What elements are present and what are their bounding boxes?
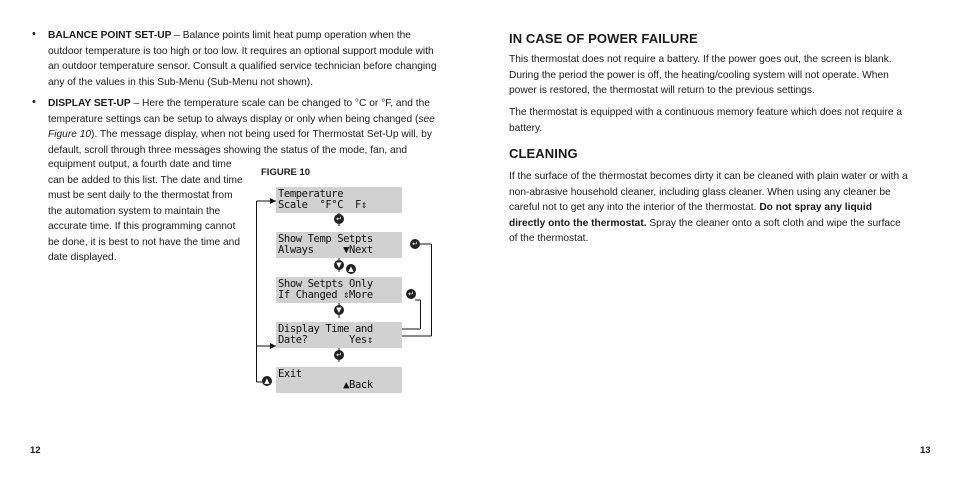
lcd-show-temp-setpoints bbox=[276, 232, 402, 258]
lcd-line-2: Always ▼Next bbox=[278, 244, 373, 256]
lcd-line-1: Show Setpts Only bbox=[278, 278, 373, 290]
bullet-marker: • bbox=[32, 28, 36, 40]
display-setup-continued: equipment output, a fourth date and time can be added to this list. The date and time must be sent daily to the thermostat from the automation system to maintain the accurate time. If this programming cannot be done, it is best to not have the time and date displayed. bbox=[48, 159, 243, 263]
up-button-icon: ▲ bbox=[262, 376, 272, 386]
page-number: 12 bbox=[30, 445, 41, 456]
power-failure-paragraph-1: This thermostat does not require a battery. If the power goes out, the screen is blank. During the period the power is off, the heating/cooling system will not operate. When power is restored, the thermostat will return to the previous settings. bbox=[509, 54, 892, 96]
enter-button-icon: ↵ bbox=[334, 214, 344, 224]
lcd-line-1: Show Temp Setpts bbox=[278, 233, 373, 245]
cleaning-heading: CLEANING bbox=[509, 146, 578, 161]
lcd-line-2: Date? Yes⇕ bbox=[278, 334, 373, 346]
page-number: 13 bbox=[920, 445, 931, 456]
bullet-marker: • bbox=[32, 96, 36, 108]
enter-button-icon: ↵ bbox=[406, 289, 416, 299]
lcd-display-time-date bbox=[276, 322, 402, 348]
cleaning-warning: Do not spray any liquid directly onto the thermostat. bbox=[509, 202, 872, 229]
lcd-line-1: Exit bbox=[278, 368, 302, 380]
lcd-line-2: If Changed ⇕More bbox=[278, 289, 373, 301]
balance-point-text: – Balance points limit heat pump operation when the outdoor temperature is too high or too low. It requires an optional support module with an outdoor temperature sensor. Consult a qualified service technician before changing any of the values in this Sub-Menu (Sub-Menu not shown). bbox=[48, 30, 437, 88]
lcd-line-1: Temperature bbox=[278, 188, 344, 200]
lcd-exit bbox=[276, 367, 402, 393]
figure-label: FIGURE 10 bbox=[261, 167, 311, 178]
lcd-line-1: Display Time and bbox=[278, 323, 373, 335]
cleaning-text-b: Spray the cleaner onto a soft cloth and wipe the surface of the thermostat. bbox=[509, 217, 901, 244]
power-failure-heading: IN CASE OF POWER FAILURE bbox=[509, 31, 698, 46]
enter-button-icon: ↵ bbox=[334, 350, 344, 360]
balance-point-term: BALANCE POINT SET-UP bbox=[48, 30, 172, 41]
figure-reference: see Figure 10 bbox=[48, 113, 435, 140]
enter-button-icon: ↵ bbox=[410, 239, 420, 249]
down-button-icon: ▼ bbox=[334, 305, 344, 315]
display-setup-term: DISPLAY SET-UP bbox=[48, 98, 131, 109]
lcd-line-2: Scale °F°C F⇕ bbox=[278, 199, 367, 211]
up-button-icon: ▲ bbox=[346, 264, 356, 274]
lcd-temperature-scale bbox=[276, 187, 402, 213]
lcd-line-2: ▲Back bbox=[278, 379, 373, 391]
power-failure-paragraph-2: The thermostat is equipped with a continuous memory feature which does not require a battery. bbox=[509, 107, 902, 134]
display-setup-text-b: ). The message display, when not being used for Thermostat Set-Up will, by default, scroll through three messages showing the status of the mode, fan, and bbox=[48, 129, 432, 156]
lcd-show-setpoints-only bbox=[276, 277, 402, 303]
cleaning-paragraph bbox=[509, 169, 909, 247]
down-button-icon: ▼ bbox=[334, 260, 344, 270]
cleaning-text-a: If the surface of the thermostat becomes dirty it can be cleaned with plain water or with a non-abrasive household cleaner, including glass cleaner. When using any cleaner be careful not to get any into the interior of the thermostat. bbox=[509, 171, 908, 213]
display-setup-text-a: – Here the temperature scale can be changed to °C or °F, and the temperature settings can be setup to always display or only when being changed ( bbox=[48, 98, 430, 125]
